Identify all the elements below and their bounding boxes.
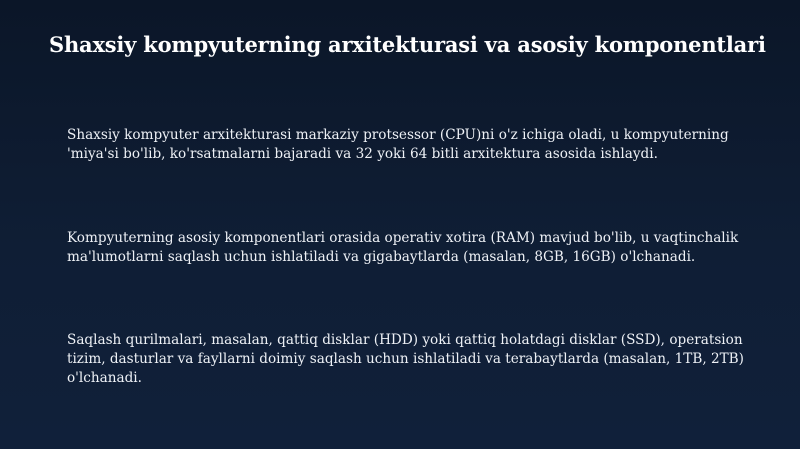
paragraph-cpu: Shaxsiy kompyuter arxitekturasi markaziy protsessor (CPU)ni o'z ichiga oladi, u kompyuterning 'miya'si bo'lib, ko'rsatmalarni bajaradi va 32 yoki 64 bitli arxitektura asosida ishlaydi. [67, 127, 729, 162]
paragraph-storage: Saqlash qurilmalari, masalan, qattiq disklar (HDD) yoki qattiq holatdagi disklar (SSD), operatsion tizim, dasturlar va fayllarni doimiy saqlash uchun ishlatiladi va terabaytlarda (masalan, 1TB, 2TB) o'lchanadi. [67, 332, 744, 386]
paragraph-ram: Kompyuterning asosiy komponentlari orasida operativ xotira (RAM) mavjud bo'lib, u vaqtinchalik ma'lumotlarni saqlash uchun ishlatiladi va gigabaytlarda (masalan, 8GB, 16GB) o'lchanadi. [67, 230, 739, 265]
slide-title: Shaxsiy kompyuterning arxitekturasi va asosiy komponentlari [49, 32, 766, 57]
